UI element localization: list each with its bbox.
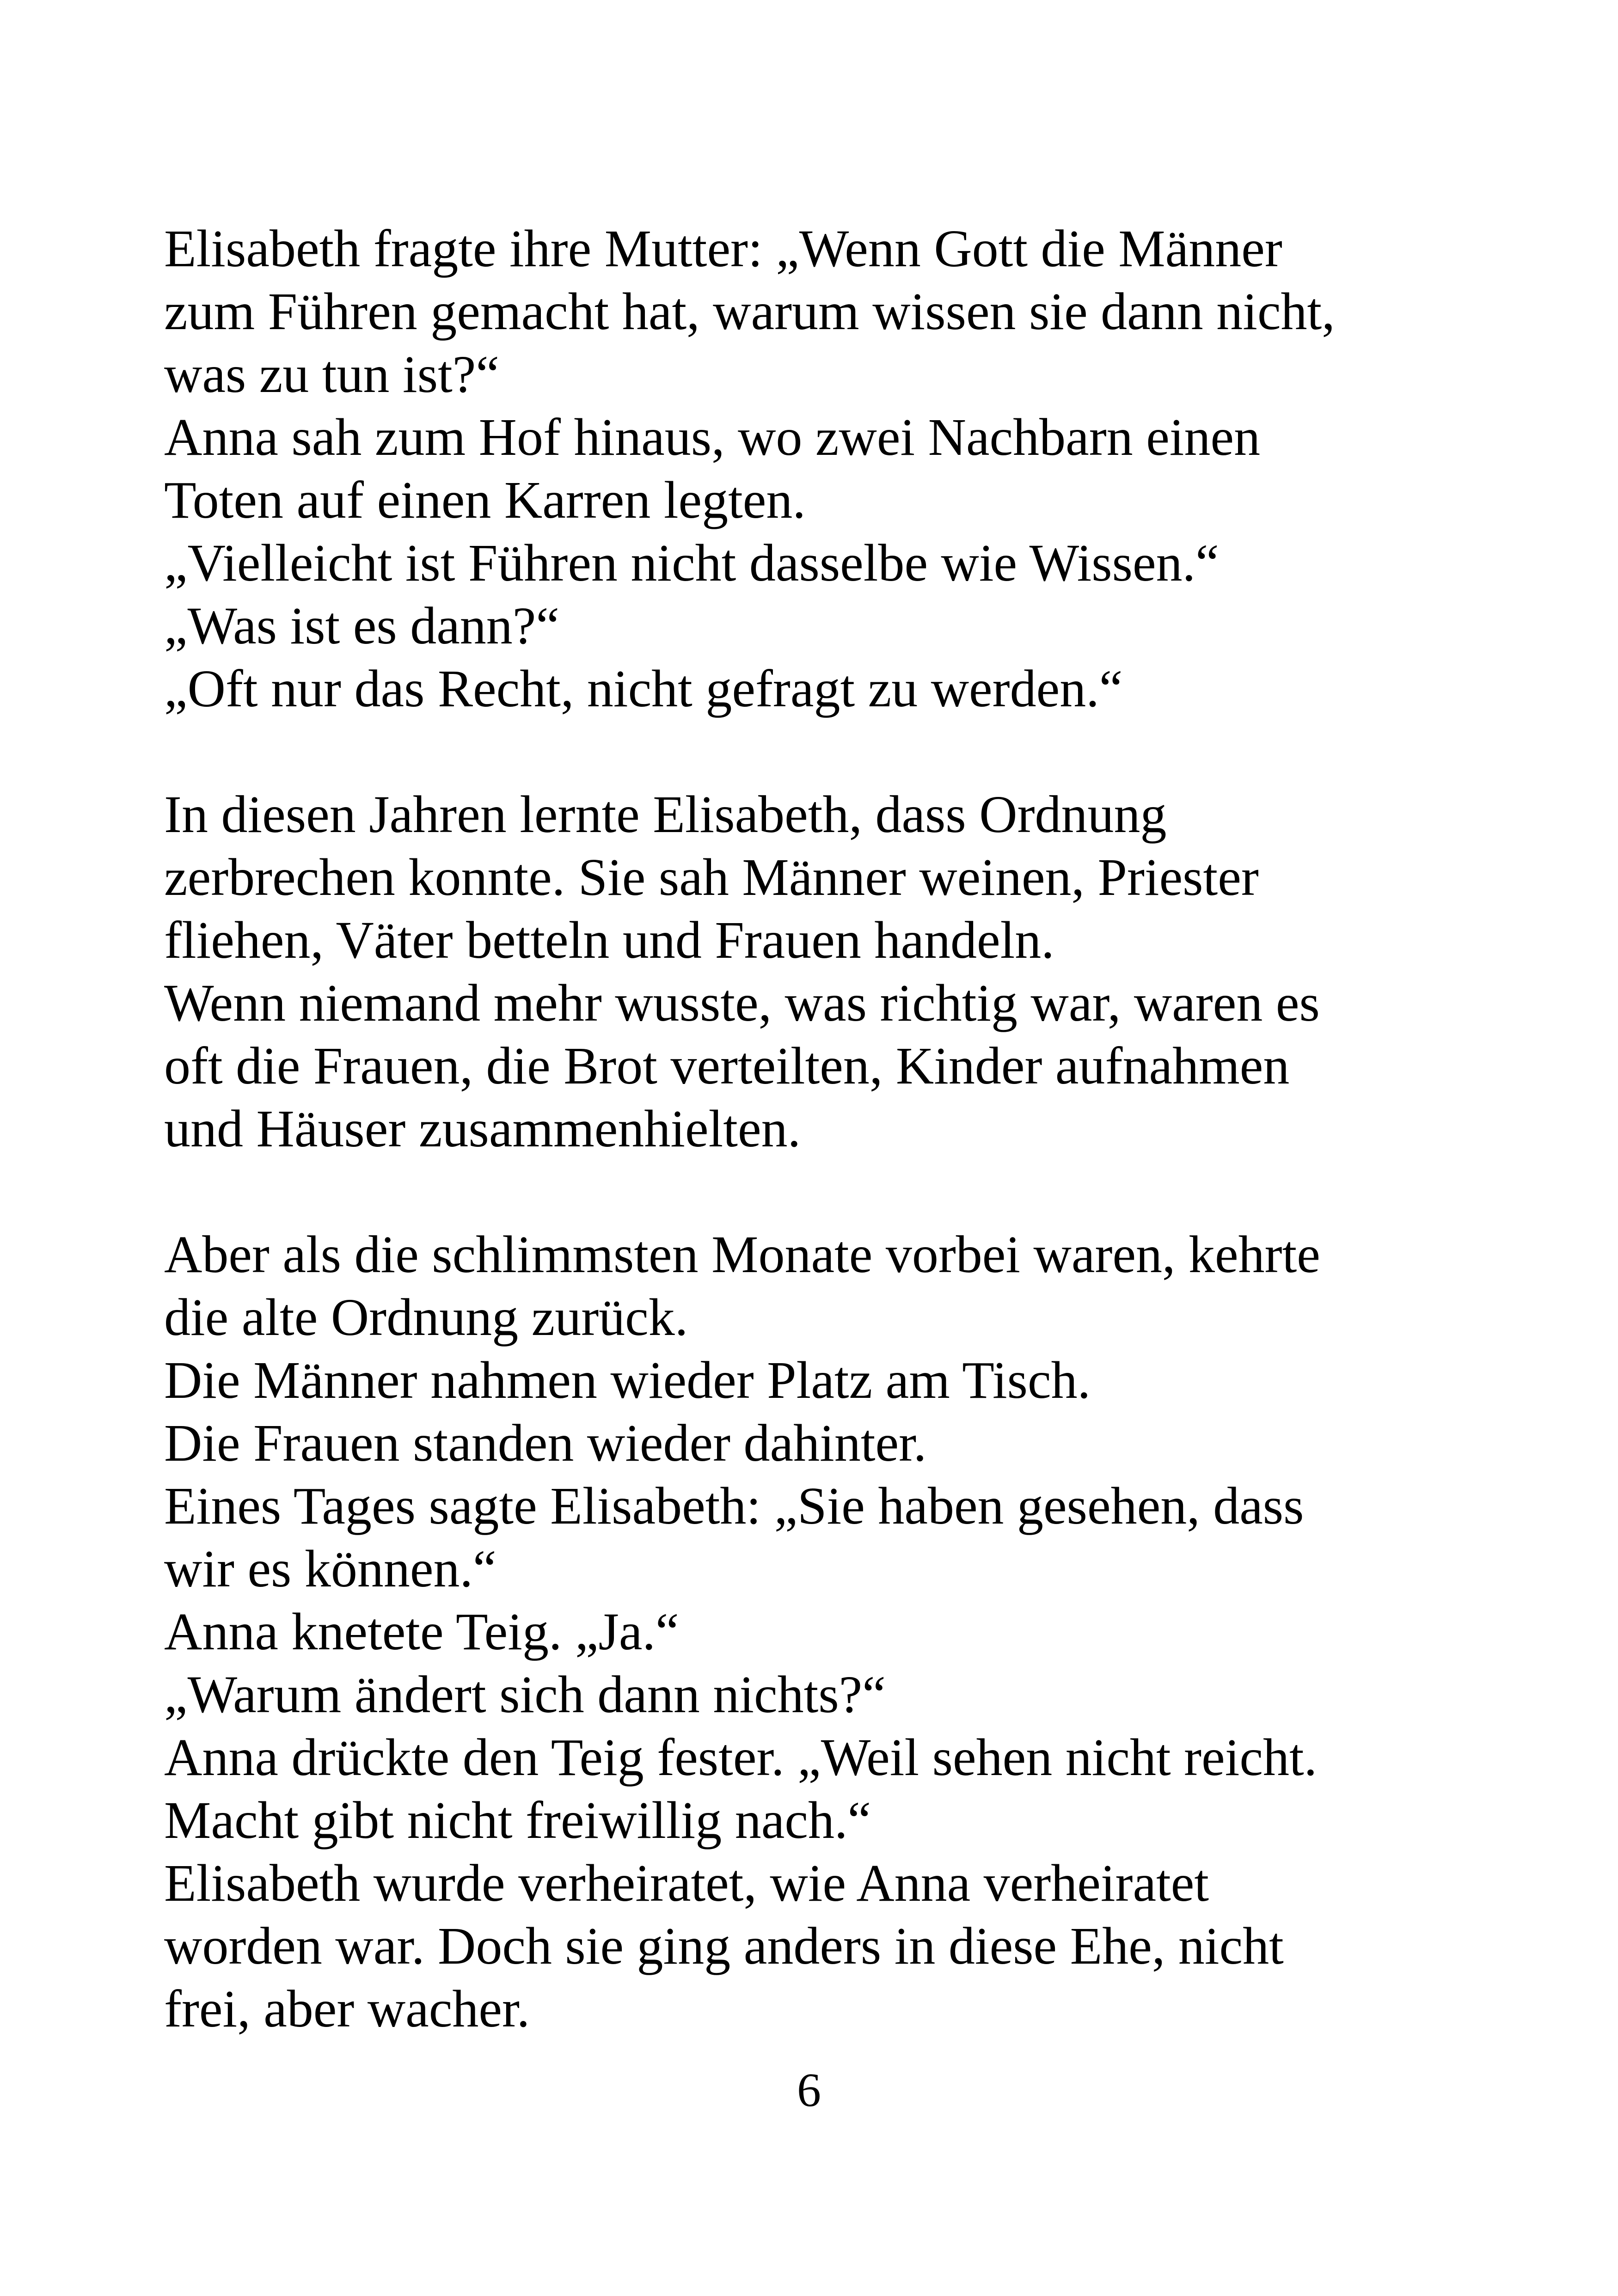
text-line: Die Frauen standen wieder dahinter. — [164, 1414, 927, 1472]
text-line: Wenn niemand mehr wusste, was richtig war, waren es — [164, 974, 1320, 1032]
text-line: zum Führen gemacht hat, warum wissen sie dann nicht, — [164, 282, 1335, 341]
text-line: worden war. Doch sie ging anders in diese Ehe, nicht — [164, 1916, 1284, 1975]
page-number: 6 — [797, 2063, 821, 2117]
body-text — [164, 217, 1459, 2040]
text-line: Anna knetete Teig. „Ja.“ — [164, 1602, 679, 1661]
text-line: Macht gibt nicht freiwillig nach.“ — [164, 1791, 871, 1849]
paragraph-2 — [164, 783, 1459, 1160]
text-line: was zu tun ist?“ — [164, 345, 499, 404]
text-line: „Warum ändert sich dann nichts?“ — [164, 1665, 886, 1724]
text-line: und Häuser zusammenhielten. — [164, 1099, 801, 1158]
text-line: „Oft nur das Recht, nicht gefragt zu werden.“ — [164, 659, 1123, 718]
text-line: Anna sah zum Hof hinaus, wo zwei Nachbarn einen — [164, 408, 1261, 466]
text-line: In diesen Jahren lernte Elisabeth, dass Ordnung — [164, 785, 1167, 844]
text-line: Aber als die schlimmsten Monate vorbei waren, kehrte — [164, 1225, 1320, 1284]
text-line: „Vielleicht ist Führen nicht dasselbe wie Wissen.“ — [164, 533, 1219, 592]
text-line: fliehen, Väter betteln und Frauen handeln. — [164, 911, 1054, 969]
text-line: frei, aber wacher. — [164, 1979, 530, 2038]
text-line: „Was ist es dann?“ — [164, 596, 559, 655]
text-line: Die Männer nahmen wieder Platz am Tisch. — [164, 1351, 1091, 1409]
text-line: Elisabeth wurde verheiratet, wie Anna verheiratet — [164, 1854, 1209, 1912]
text-line: Toten auf einen Karren legten. — [164, 471, 806, 529]
text-line: die alte Ordnung zurück. — [164, 1288, 688, 1347]
text-line: Eines Tages sagte Elisabeth: „Sie haben gesehen, dass — [164, 1476, 1304, 1535]
paragraph-1 — [164, 217, 1459, 720]
text-line: oft die Frauen, die Brot verteilten, Kinder aufnahmen — [164, 1036, 1290, 1095]
text-line: Elisabeth fragte ihre Mutter: „Wenn Gott die Männer — [164, 219, 1282, 278]
paragraph-3 — [164, 1223, 1459, 2040]
paragraph-gap — [164, 720, 1459, 783]
paragraph-gap — [164, 1160, 1459, 1223]
text-line: wir es können.“ — [164, 1539, 496, 1598]
text-line: zerbrechen konnte. Sie sah Männer weinen, Priester — [164, 848, 1259, 906]
text-line: Anna drückte den Teig fester. „Weil sehen nicht reicht. — [164, 1728, 1318, 1787]
